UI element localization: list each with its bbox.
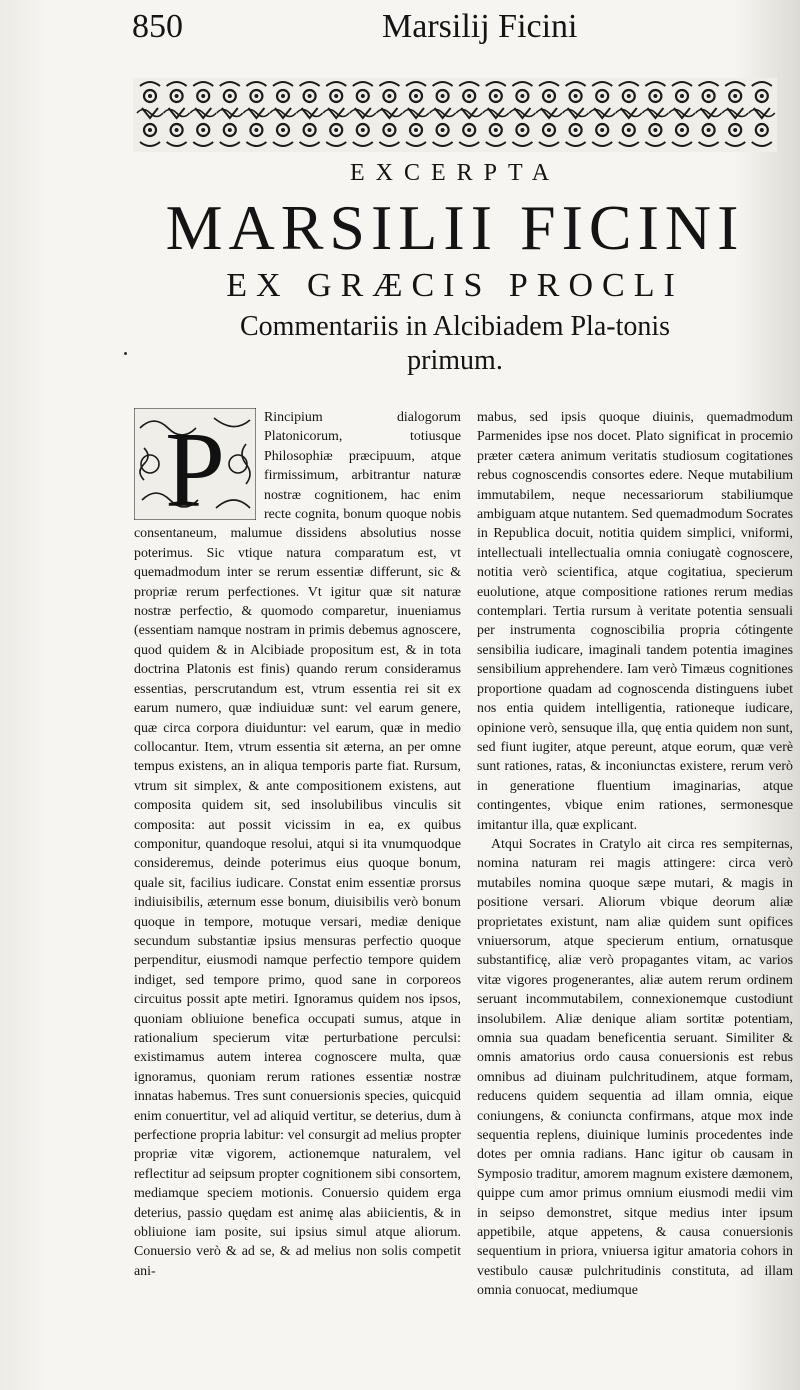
running-head — [0, 6, 800, 50]
left-paragraph-1: Rincipium dialogorum Platonicorum, totiusque Philosophiæ præcipuum, atque firmissimum, arbitrantur naturæ nostræ cognitionem, hac enim recte cognita, bonum quoque nobis consentaneum, malumue dissidens absolutius nosse poterimus. Sic vtique natura comparatum est, vt quemadmodum inter se rerum essentiæ differunt, sic & propriæ rerum perfectiones. Vt igitur quæ sit naturæ nostræ perfectio, & quomodo comparetur, inueniamus (essentiam namque nostram in primis debemus agnoscere, quod quidem & in Alcibiade propositum est, & in tota doctrina Platonis est finis) quando rerum consideramus essentias, perscrutandum est, vtrum essentia rei sit ex earum numero, quæ indiuiduæ sunt: vel earum genere, quæ circa corpora diuiduntur: vel earum, quæ in medio collocantur. Item, vtrum essentia sit æterna, an per omne tempus existens, an in aliqua temporis parte fiat. Rursum, vtrum sit simplex, & ante compositionem existens, aut composita quidem sit, sed insolubilibus vinculis sit composita: aut possit vicissim in ea, ex quibus componitur, quandoque resolui, atqui si ita vnumquodque consideremus, deinde poterimus eius quoque bonum, quale sit, facilius iudicare. Constat enim essentiæ prorsus indiuisibilis, æternum esse bonum, diuisibilis verò bonum quoque in tempore, motuque versari, mediæ denique secundum substantiæ ipsius mensuras perfectio quoque perpenditur, eiusmodi namque perfectio tempore quidem indiget, sed tempore primo, quod sane in corporeos circuitus possit apte metiri. Ignoramus quidem nos ipsos, quoniam obliuione benefica occupati sumus, atque in rationalium specierum vitæ perturbatione perculsi: existimamus autem interea cognoscere multa, quæ ignoramus, quoniam rerum rationes essentiæ nostræ innatas habemus. Tres sunt conuersionis species, quicquid enim conuertitur, vel ad aliquid vertitur, se deterius, dum à perfectione propria labitur: vel consurgit ad melius propter propriæ vitæ vigorem, actionemque naturalem, vel reflectitur ad seipsum propter cognitionem sibi consortem, mediamque speciem motionis. Conuersio quidem erga deterius, passio quędam est animę alas abiicientis, & in obliuione iam posite, sui ipsius simul atque aliorum. Conuersio verò & ad se, & ad melius non solis competit ani- — [134, 410, 461, 1279]
right-column — [477, 408, 793, 1380]
right-paragraph-1: mabus, sed ipsis quoque diuinis, quemadmodum Parmenides ipse nos docet. Plato significat in procemio præter cætera animum veritatis studiosum cogitationes rebus cognoscendis consortes edere. Neque mutabilium immutabilem, neque necessariorum stabiliumque ambiguam atque nutantem. Sed quemadmodum Socrates in Republica docuit, notitia quidem simplici, vniformi, intellectuali intellectualia omnia coniugatè cognoscere, notitia verò scientifica, atque cogitatiua, specierum euolutione, atque compositione rationes rerum medias contemplari. Tertia rursum à veritate potentia sensuali per instrumenta cognoscibilia propria cótingente sensibilia iudicare, imaginali tandem potentia imagines sensibilium apprehendere. Iam verò Timæus cognitiones proportione quadam ad cognoscenda distinguens iubet nos entia quidem intelligentia, rationeque iudicare, opinione verò, sensuque illa, quę entia quidem non sunt, sed fiunt iugiter, atque pereunt, atque eorum, quæ verè sunt rationes, ratas, & inconiunctas existere, rerum verò in generatione fluentium imaginarias, atque contingentes, vbique enim rationes, sermonesque imitantur illa, quæ explicant. — [477, 410, 793, 833]
page-number: 850 — [132, 8, 183, 45]
right-paragraph-2: Atqui Socrates in Cratylo ait circa res sempiternas, nomina naturam rei magis attingere: circa verò mutabiles nomina quoque sæpe mutari, & magis in positione versari. Aliorum vbique deorum aliæ proprietates existunt, nam aliæ quidem sunt opifices vniuersorum, atque specierum entium, ornatusque substantificę, aliæ verò propagantes vitam, ac varios vitæ vigores progenerantes, aliæ autem rerum ordinem seruant incommutabilem, connexionemque custodiunt insolubilem. Aliæ denique aliam sortitæ potentiam, omnia sua quadam beneficentia seruant. Similiter & omnis amatorius ordo causa conuersionis est rebus omnibus ad diuinam pulchritudinem, atque formam, reducens quidem sequentia ad illam omnia, eique coniungens, & coniuncta confirmans, atque mox inde sequentia replens, diuinique luminis procedentes inde dotes per omnia radians. Hanc igitur ob causam in Symposio traditur, amorem magnum existere dæmonem, quippe cum amor primus omnium eiusmodi medii vim in seipso demonstret, sitque medius inter ipsum appetibile, atque appetens, & causa conuersionis sequentium in priora, vniuersa igitur amatoria cohors in vestibulo causæ pulchritudinis constituta, ad illam omnia conuocat, mediumque — [477, 836, 793, 1299]
title-block — [130, 158, 780, 378]
heading-source: EX GRÆCIS PROCLI — [226, 267, 684, 304]
heading-work: Commentariis in Alcibiadem Pla-tonis primum. — [239, 311, 671, 376]
left-column — [134, 408, 461, 1380]
ornamental-border — [133, 78, 777, 152]
stray-mark — [124, 352, 127, 355]
heading-author: MARSILII FICINI — [165, 192, 745, 263]
heading-excerpta: EXCERPTA — [349, 160, 561, 186]
drop-cap — [134, 408, 256, 520]
drop-cap-letter: P — [164, 411, 226, 520]
running-title: Marsilij Ficini — [382, 8, 578, 45]
